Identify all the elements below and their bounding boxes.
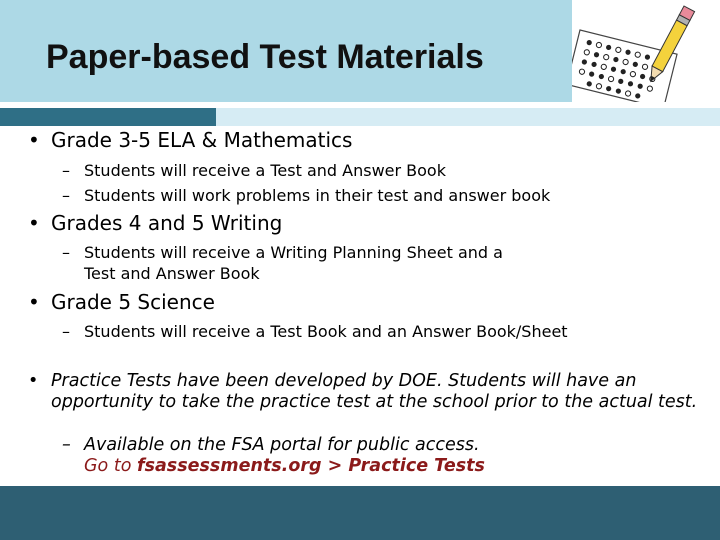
page-title: Paper-based Test Materials (46, 38, 484, 76)
bullet-text: Grade 5 Science (51, 290, 215, 314)
dash-symbol: – (62, 243, 70, 262)
portal-text (84, 435, 604, 477)
bullet-symbol: • (28, 128, 40, 152)
dash-symbol: – (62, 322, 70, 341)
sub-bullet-text: Students will receive a Test and Answer Book (84, 161, 446, 180)
dash-symbol: – (62, 435, 71, 455)
bullet-text: Grade 3-5 ELA & Mathematics (51, 128, 353, 152)
accent-strip-light (216, 108, 720, 126)
sub-bullet-line-2: Test and Answer Book (84, 264, 260, 283)
sub-bullet-line-1: Students will receive a Writing Planning Sheet and a (84, 243, 503, 262)
bullet-symbol: • (28, 211, 40, 235)
accent-strip-dark (0, 108, 216, 126)
sub-bullet-text (84, 242, 503, 284)
bullet-symbol: • (28, 371, 39, 391)
portal-availability: Available on the FSA portal for public access. (84, 435, 480, 455)
dash-symbol: – (62, 161, 70, 180)
footer-band (0, 486, 720, 540)
portal-go-to: Go to (84, 456, 137, 476)
practice-tests-link[interactable]: fsassessments.org > Practice Tests (136, 456, 485, 476)
pencil-and-answer-sheet-icon (572, 0, 720, 102)
sub-bullet-text: Students will work problems in their test and answer book (84, 186, 551, 205)
practice-text: Practice Tests have been developed by DOE. Students will have an opportunity to take the practice test at the school prior to the actual test. (51, 371, 698, 412)
bullet-text: Grades 4 and 5 Writing (51, 211, 283, 235)
sub-bullet-text: Students will receive a Test Book and an Answer Book/Sheet (84, 322, 568, 341)
bullet-symbol: • (28, 290, 40, 314)
dash-symbol: – (62, 186, 70, 205)
